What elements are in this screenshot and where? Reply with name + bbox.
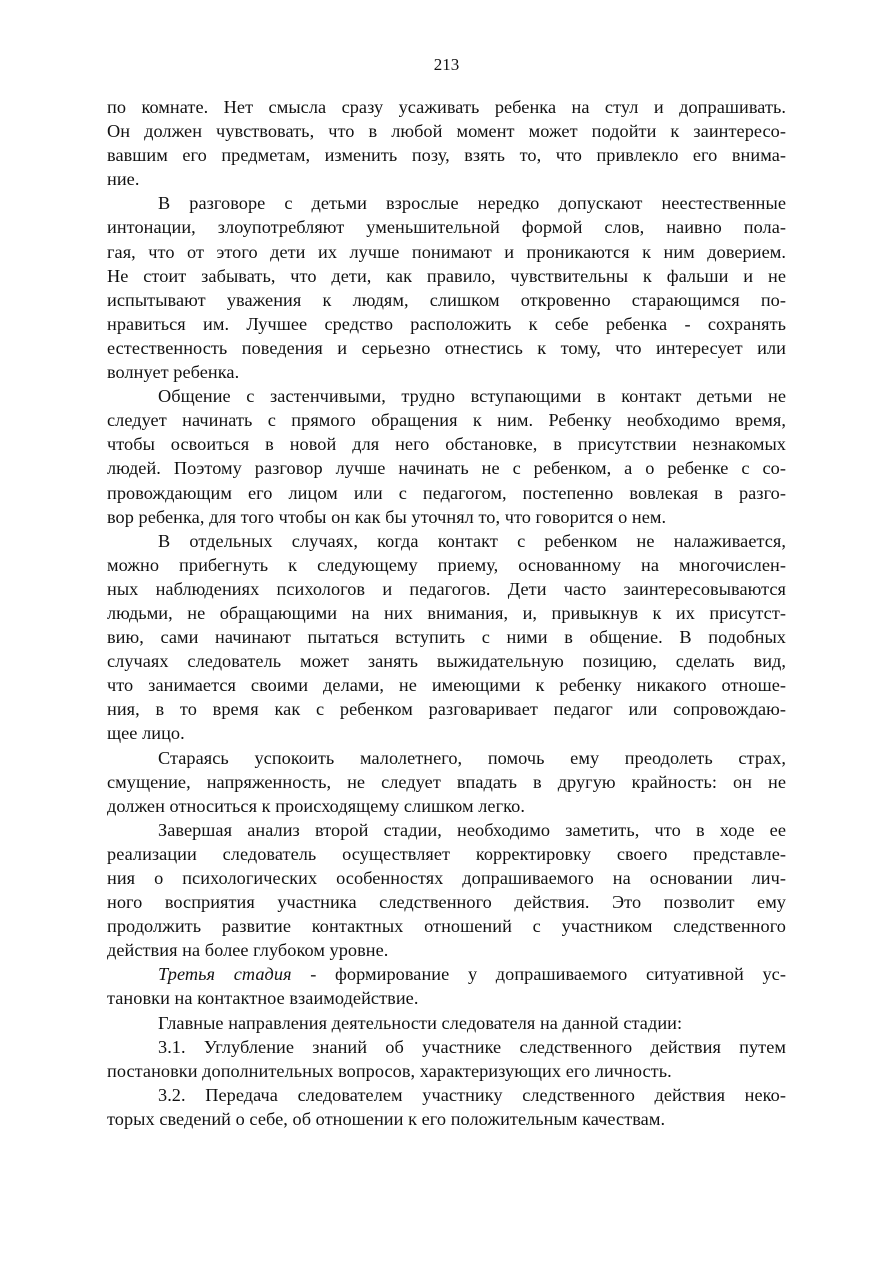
text-line: провождающим его лицом или с педагогом, постепенно вовлекая в разго-: [107, 482, 786, 503]
text-line: ния о психологических особенностях допрашиваемого на основании лич-: [107, 868, 786, 888]
text-line: Стараясь успокоить малолетнего, помочь ему преодолеть страх,: [158, 747, 786, 768]
text-line: действия на более глубоком уровне.: [107, 940, 389, 961]
text-line: щее лицо.: [107, 723, 185, 744]
paragraph: [107, 384, 786, 529]
text-line: Он должен чувствовать, что в любой момент может подойти к заинтересо-: [107, 121, 786, 142]
text-line: реализации следователь осуществляет корректировку своего представле-: [107, 843, 786, 864]
text-line: торых сведений о себе, об отношении к его положительным качествам.: [107, 1108, 666, 1129]
text-line: ния, в то время как с ребенком разговаривает педагог или сопровождаю-: [107, 699, 786, 720]
paragraph: [107, 746, 786, 818]
text-line: интонации, злоупотребляют уменьшительной формой слов, наивно пола-: [107, 217, 786, 238]
text-line: тановки на контактное взаимодействие.: [107, 988, 419, 1009]
text-line: случаях следователь может занять выжидательную позицию, сделать вид,: [107, 651, 786, 672]
text-line: ние.: [107, 169, 140, 190]
text-line: чтобы освоиться в новой для него обстановке, в присутствии незнакомых: [107, 434, 786, 455]
text-run: - формирование у допрашиваемого ситуативной ус-: [291, 964, 786, 985]
paragraph: [107, 191, 786, 384]
page-number: 213: [433, 55, 460, 74]
text-line: по комнате. Нет смысла сразу усаживать ребенка на стул и допрашивать.: [107, 97, 786, 117]
text-line: нравиться им. Лучшее средство расположить к себе ребенка - сохранять: [107, 313, 786, 334]
paragraph: [107, 962, 786, 1010]
text-line: людей. Поэтому разговор лучше начинать не с ребенком, а о ребенке с со-: [107, 458, 786, 479]
text-line: ного восприятия участника следственного действия. Это позволит ему: [107, 892, 786, 913]
text-line: постановки дополнительных вопросов, характеризующих его личность.: [107, 1060, 672, 1081]
text-line: смущение, напряженность, не следует впадать в другую крайность: он не: [107, 771, 786, 792]
text-line: ных наблюдениях психологов и педагогов. Дети часто заинтересовываются: [107, 578, 786, 599]
text-line: людьми, не обращающими на них внимания, и, привыкнув к их присутст-: [107, 602, 786, 623]
paragraph: [107, 1011, 786, 1035]
text-line: гая, что от этого дети их лучше понимают и проникаются к ним доверием.: [107, 241, 786, 262]
text-line: Общение с застенчивыми, трудно вступающими в контакт детьми не: [158, 386, 786, 407]
text-line: 3.1. Углубление знаний об участнике следственного действия путем: [158, 1036, 786, 1057]
text-line: В разговоре с детьми взрослые нередко допускают неестественные: [158, 193, 786, 214]
text-line: Главные направления деятельности следователя на данной стадии:: [158, 1012, 683, 1033]
text-line: должен относиться к происходящему слишком легко.: [107, 795, 525, 816]
paragraph: [107, 1083, 786, 1131]
text-line: что занимается своими делами, не имеющими к ребенку никакого отноше-: [107, 675, 786, 696]
text-line: вор ребенка, для того чтобы он как бы уточнял то, что говорится о нем.: [107, 506, 667, 527]
text-line: продолжить развитие контактных отношений с участником следственного: [107, 916, 786, 937]
paragraph: [107, 95, 786, 191]
text-line: естественность поведения и серьезно отнестись к тому, что интересует или: [107, 337, 786, 358]
text-line: Завершая анализ второй стадии, необходимо заметить, что в ходе ее: [158, 819, 786, 840]
text-line: волнует ребенка.: [107, 362, 240, 383]
text-line: Не стоит забывать, что дети, как правило, чувствительны к фальши и не: [107, 265, 786, 286]
text-line: В отдельных случаях, когда контакт с ребенком не налаживается,: [158, 530, 786, 551]
paragraph: [107, 1035, 786, 1083]
text-line: следует начинать с прямого обращения к ним. Ребенку необходимо время,: [107, 410, 786, 431]
text-line: испытывают уважения к людям, слишком откровенно старающимся по-: [107, 289, 786, 310]
text-line: вию, сами начинают пытаться вступить с ними в общение. В подобных: [107, 627, 786, 648]
body-text: [107, 95, 786, 1131]
text-line: вавшим его предметам, изменить позу, взять то, что привлекло его внима-: [107, 145, 786, 166]
text-line: можно прибегнуть к следующему приему, основанному на многочислен-: [107, 554, 786, 575]
paragraph: [107, 529, 786, 746]
italic-term: Третья стадия: [158, 964, 292, 985]
text-line: 3.2. Передача следователем участнику следственного действия неко-: [158, 1084, 786, 1105]
paragraph: [107, 818, 786, 963]
text-line: [107, 962, 786, 986]
